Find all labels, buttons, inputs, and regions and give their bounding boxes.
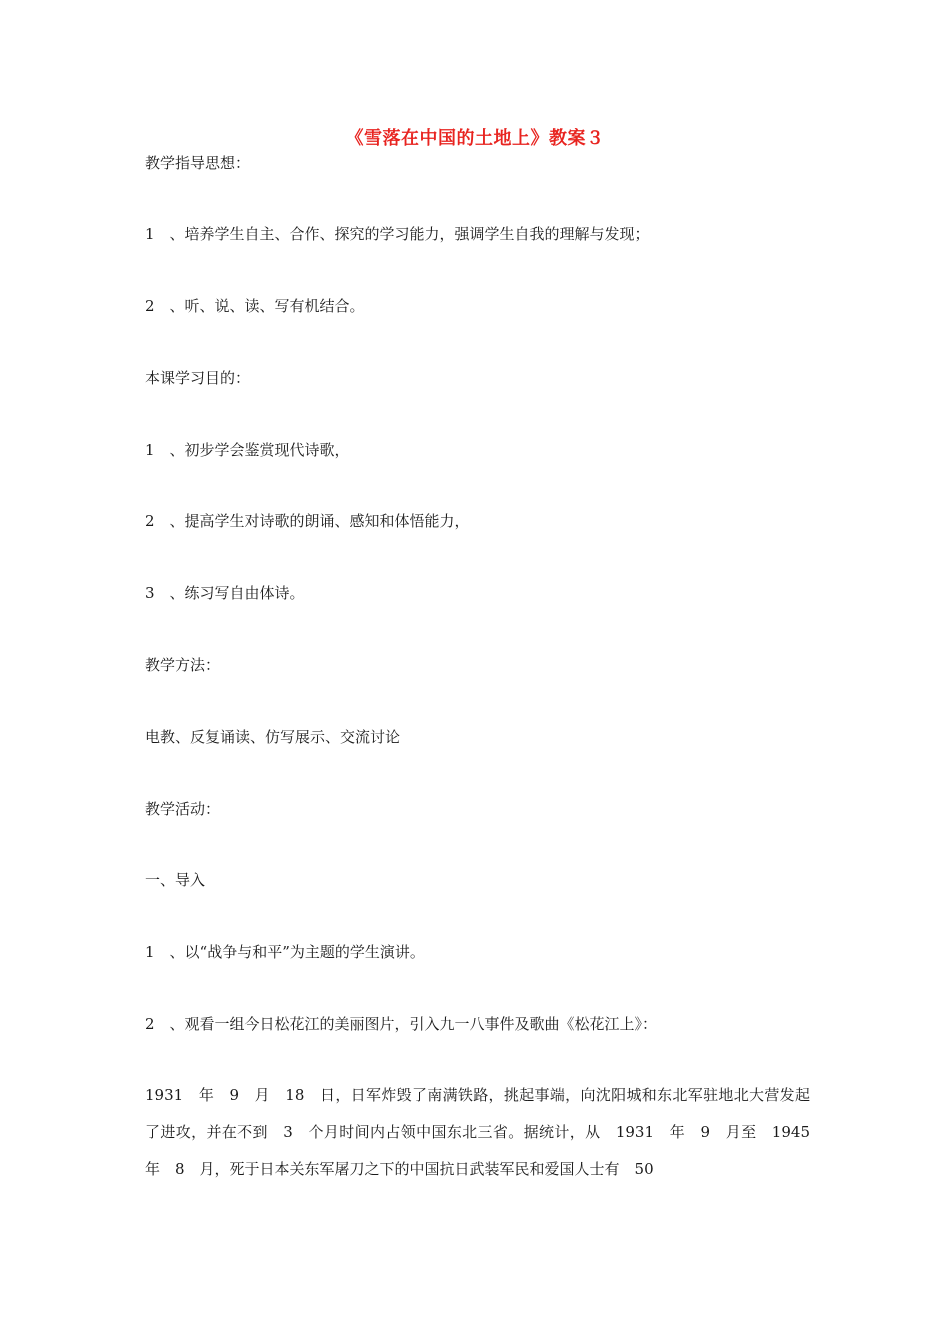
list-item: 3 、练习写自由体诗。 (145, 584, 305, 602)
list-item: 2 、听、说、读、写有机结合。 (145, 297, 365, 315)
heading-teaching-methods: 教学方法： (145, 656, 221, 674)
history-paragraph: 1931 年 9 月 18 日，日军炸毁了南满铁路，挑起事端，向沈阳城和东北军驻地北大营发起了进攻，并在不到 3 个月时间内占领中国东北三省。据统计，从 1931 年 9 月至 1945 年 8 月，死于日本关东军屠刀之下的中国抗日武装军民和爱国人士有 50 (145, 1086, 826, 1178)
heading-teaching-philosophy: 教学指导思想： (145, 154, 251, 172)
list-item: 2 、观看一组今日松花江的美丽图片，引入九一八事件及歌曲《松花江上》： (145, 1015, 658, 1033)
document-title: 《雪落在中国的土地上》教案３ (345, 128, 605, 149)
section-heading-intro: 一、导入 (145, 871, 206, 889)
heading-teaching-activities: 教学活动： (145, 800, 221, 818)
list-item: 1 、以“战争与和平”为主题的学生演讲。 (145, 943, 425, 961)
list-item: 1 、培养学生自主、合作、探究的学习能力，强调学生自我的理解与发现； (145, 225, 650, 243)
list-item: 1 、初步学会鉴赏现代诗歌， (145, 441, 350, 459)
heading-learning-goals: 本课学习目的： (145, 369, 251, 387)
list-item: 2 、提高学生对诗歌的朗诵、感知和体悟能力， (145, 512, 470, 530)
methods-text: 电教、反复诵读、仿写展示、交流讨论 (145, 728, 401, 746)
